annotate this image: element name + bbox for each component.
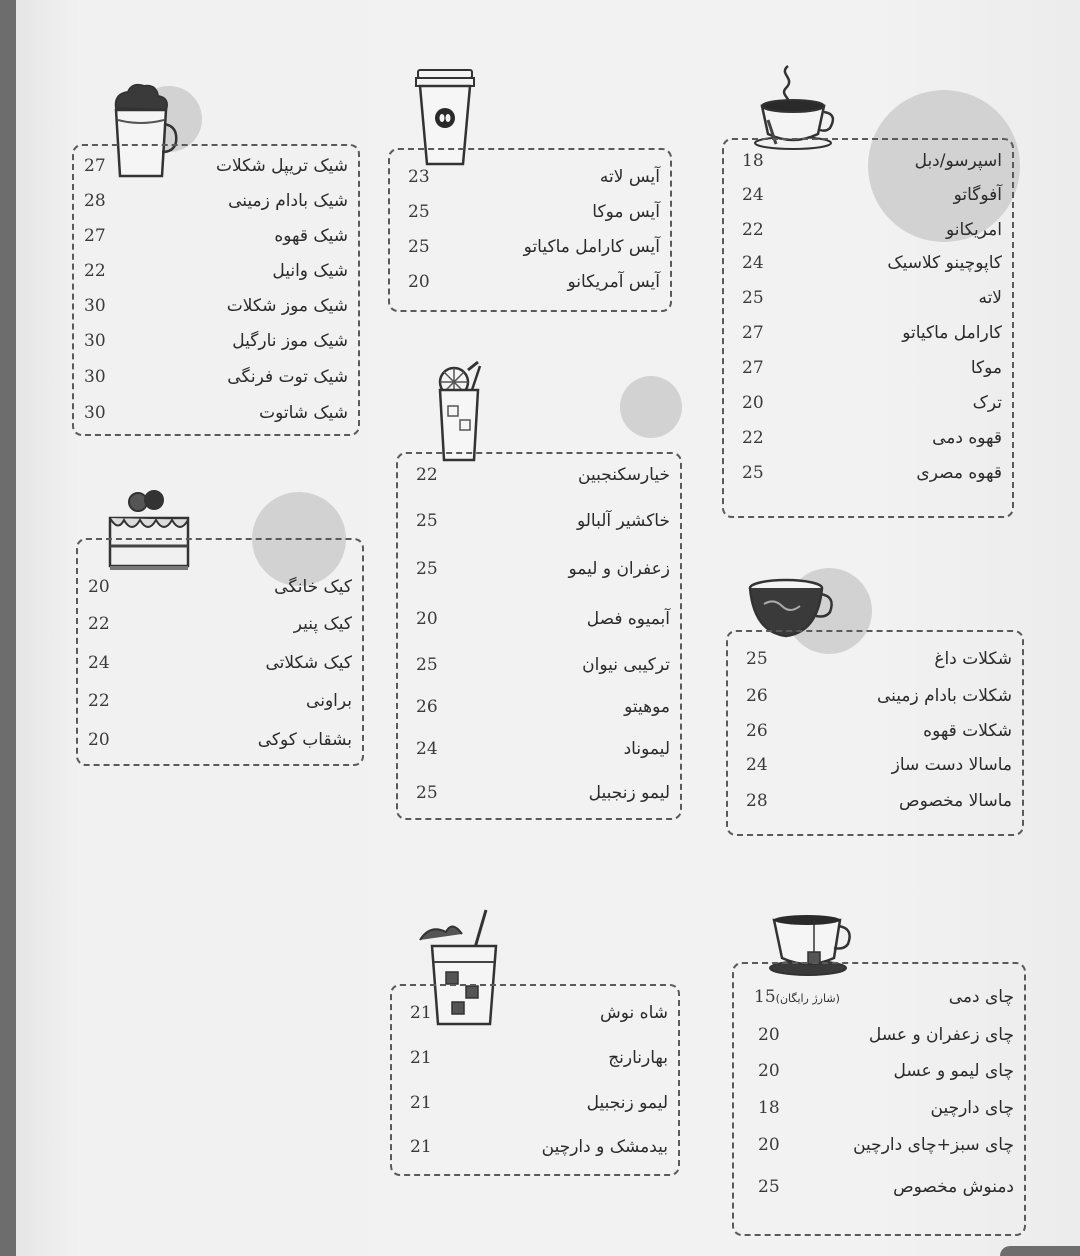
item-name: لاته bbox=[978, 288, 1002, 308]
list-item bbox=[734, 982, 1024, 1012]
list-item bbox=[74, 398, 358, 428]
item-name: چای دمی bbox=[948, 987, 1014, 1007]
item-price: 22 bbox=[88, 691, 110, 711]
decorative-circle bbox=[620, 376, 682, 438]
item-price: 25 bbox=[408, 202, 430, 222]
item-price: 25 bbox=[416, 559, 438, 579]
item-price: 22 bbox=[88, 614, 110, 634]
list-item bbox=[724, 248, 1012, 278]
item-name: زعفران و لیمو bbox=[568, 559, 670, 579]
item-price: 25 bbox=[742, 463, 764, 483]
item-price: 28 bbox=[84, 191, 106, 211]
item-name: قهوه مصری bbox=[916, 463, 1002, 483]
item-name: شیک توت فرنگی bbox=[227, 367, 348, 387]
item-name: چای دارچین bbox=[930, 1098, 1014, 1118]
list-item bbox=[398, 460, 680, 490]
list-item bbox=[734, 1093, 1024, 1123]
free-refill-note: (شارژ رایگان) bbox=[775, 992, 840, 1005]
item-name: کارامل ماکیاتو bbox=[902, 323, 1002, 343]
item-price: 26 bbox=[746, 686, 768, 706]
price-box bbox=[732, 962, 1026, 1236]
price-box bbox=[726, 630, 1024, 836]
item-name: بیدمشک و دارچین bbox=[541, 1137, 668, 1157]
item-name: آبمیوه فصل bbox=[586, 609, 670, 629]
price-box bbox=[76, 538, 364, 766]
list-item bbox=[728, 786, 1022, 816]
list-item bbox=[78, 725, 362, 755]
list-item bbox=[74, 221, 358, 251]
list-item bbox=[390, 267, 670, 297]
list-item bbox=[78, 609, 362, 639]
item-price: 25 bbox=[408, 237, 430, 257]
item-price: 25 bbox=[746, 649, 768, 669]
item-price: 27 bbox=[84, 226, 106, 246]
item-name: ماسالا دست ساز bbox=[891, 755, 1012, 775]
item-name: خاکشیر آلبالو bbox=[576, 511, 670, 531]
item-name: شیک شاتوت bbox=[259, 403, 348, 423]
item-price: 20 bbox=[758, 1135, 780, 1155]
item-price: 26 bbox=[416, 697, 438, 717]
price-box bbox=[388, 148, 672, 312]
item-name: آیس آمریکانو bbox=[567, 272, 660, 292]
item-name: موهیتو bbox=[624, 697, 670, 717]
list-item bbox=[724, 215, 1012, 245]
list-item bbox=[398, 734, 680, 764]
item-name: ترکیبی نیوان bbox=[582, 655, 670, 675]
item-name: خیارسکنجبین bbox=[578, 465, 670, 485]
item-name: شیک تریپل شکلات bbox=[215, 156, 348, 176]
item-name: کیک شکلاتی bbox=[265, 653, 352, 673]
list-item bbox=[74, 291, 358, 321]
item-name: شیک قهوه bbox=[274, 226, 348, 246]
list-item bbox=[398, 506, 680, 536]
price-box bbox=[72, 144, 360, 436]
item-name: بهارنارنج bbox=[608, 1048, 668, 1068]
item-price: 21 bbox=[410, 1048, 432, 1068]
item-name: شکلات قهوه bbox=[923, 721, 1012, 741]
list-item bbox=[74, 186, 358, 216]
item-price: 20 bbox=[758, 1025, 780, 1045]
item-price: 24 bbox=[742, 253, 764, 273]
item-name: دمنوش مخصوص bbox=[893, 1177, 1014, 1197]
list-item bbox=[78, 686, 362, 716]
list-item bbox=[78, 572, 362, 602]
list-item bbox=[724, 353, 1012, 383]
list-item bbox=[724, 318, 1012, 348]
item-name: قهوه دمی bbox=[932, 428, 1002, 448]
list-item bbox=[398, 692, 680, 722]
item-name: شیک موز شکلات bbox=[226, 296, 348, 316]
list-item bbox=[392, 1043, 678, 1073]
list-item bbox=[390, 232, 670, 262]
item-name: کیک خانگی bbox=[274, 577, 352, 597]
price-box bbox=[396, 452, 682, 820]
list-item bbox=[728, 644, 1022, 674]
item-price: 21 bbox=[410, 1137, 432, 1157]
list-item bbox=[724, 283, 1012, 313]
item-price: 20 bbox=[88, 730, 110, 750]
item-name: لیمو زنجبیل bbox=[588, 783, 670, 803]
item-price: 24 bbox=[416, 739, 438, 759]
item-name: چای سبز+چای دارچین bbox=[853, 1135, 1014, 1155]
item-name: چای زعفران و عسل bbox=[868, 1025, 1014, 1045]
list-item bbox=[728, 716, 1022, 746]
list-item bbox=[398, 604, 680, 634]
item-price bbox=[754, 982, 844, 1014]
item-name: شکلات داغ bbox=[934, 649, 1012, 669]
list-item bbox=[74, 362, 358, 392]
item-name: آیس کارامل ماکیاتو bbox=[523, 237, 660, 257]
item-name: امریکانو bbox=[945, 220, 1002, 240]
item-price: 24 bbox=[746, 755, 768, 775]
item-price: 25 bbox=[758, 1177, 780, 1197]
list-item bbox=[724, 388, 1012, 418]
item-name: آیس لاته bbox=[599, 167, 660, 187]
item-name: شیک موز نارگیل bbox=[232, 331, 348, 351]
list-item bbox=[724, 180, 1012, 210]
list-item bbox=[74, 256, 358, 286]
item-price: 23 bbox=[408, 167, 430, 187]
item-price: 20 bbox=[742, 393, 764, 413]
item-price: 20 bbox=[416, 609, 438, 629]
list-item bbox=[392, 998, 678, 1028]
list-item bbox=[734, 1130, 1024, 1160]
item-price: 24 bbox=[742, 185, 764, 205]
item-price: 28 bbox=[746, 791, 768, 811]
item-name: کیک پنیر bbox=[293, 614, 352, 634]
item-price: 27 bbox=[742, 358, 764, 378]
price-box bbox=[390, 984, 680, 1176]
menu-page bbox=[16, 0, 1080, 1256]
item-name: شکلات بادام زمینی bbox=[876, 686, 1012, 706]
list-item bbox=[398, 650, 680, 680]
item-name: شیک وانیل bbox=[272, 261, 348, 281]
list-item bbox=[724, 146, 1012, 176]
item-price: 30 bbox=[84, 296, 106, 316]
item-price: 20 bbox=[88, 577, 110, 597]
item-price: 18 bbox=[742, 151, 764, 171]
item-price: 20 bbox=[758, 1061, 780, 1081]
item-name: آیس موکا bbox=[592, 202, 660, 222]
item-name: شاه نوش bbox=[600, 1003, 668, 1023]
item-name: لیموناد bbox=[623, 739, 670, 759]
item-price: 25 bbox=[416, 783, 438, 803]
item-name: آفوگاتو bbox=[953, 185, 1002, 205]
page-edge bbox=[1000, 1246, 1080, 1256]
price-box bbox=[722, 138, 1014, 518]
list-item bbox=[398, 778, 680, 808]
list-item bbox=[78, 648, 362, 678]
item-name: چای لیمو و عسل bbox=[893, 1061, 1014, 1081]
item-price: 21 bbox=[410, 1003, 432, 1023]
item-name: کاپوچینو کلاسیک bbox=[887, 253, 1002, 273]
list-item bbox=[74, 151, 358, 181]
item-price: 18 bbox=[758, 1098, 780, 1118]
list-item bbox=[724, 458, 1012, 488]
iced-glass-icon bbox=[418, 360, 494, 464]
item-price: 22 bbox=[416, 465, 438, 485]
item-price: 30 bbox=[84, 403, 106, 423]
item-name: شیک بادام زمینی bbox=[228, 191, 348, 211]
item-name: لیمو زنجبیل bbox=[586, 1093, 668, 1113]
item-name: اسپرسو/دبل bbox=[914, 151, 1002, 171]
item-price: 20 bbox=[408, 272, 430, 292]
list-item bbox=[734, 1020, 1024, 1050]
list-item bbox=[392, 1088, 678, 1118]
item-name: ترک bbox=[972, 393, 1002, 413]
list-item bbox=[724, 423, 1012, 453]
item-price: 26 bbox=[746, 721, 768, 741]
item-price: 25 bbox=[742, 288, 764, 308]
item-price: 25 bbox=[416, 511, 438, 531]
item-name: ماسالا مخصوص bbox=[899, 791, 1012, 811]
item-name: بشقاب کوکی bbox=[257, 730, 352, 750]
item-price: 21 bbox=[410, 1093, 432, 1113]
item-price: 25 bbox=[416, 655, 438, 675]
list-item bbox=[398, 554, 680, 584]
item-price: 22 bbox=[742, 220, 764, 240]
list-item bbox=[734, 1172, 1024, 1202]
item-name: براونی bbox=[306, 691, 352, 711]
list-item bbox=[728, 750, 1022, 780]
list-item bbox=[74, 326, 358, 356]
list-item bbox=[392, 1132, 678, 1162]
item-price: 24 bbox=[88, 653, 110, 673]
item-price: 27 bbox=[742, 323, 764, 343]
item-price-value: 15 bbox=[754, 987, 776, 1007]
list-item bbox=[728, 681, 1022, 711]
item-price: 22 bbox=[84, 261, 106, 281]
list-item bbox=[390, 162, 670, 192]
item-price: 22 bbox=[742, 428, 764, 448]
item-name: موکا bbox=[970, 358, 1002, 378]
list-item bbox=[390, 197, 670, 227]
item-price: 30 bbox=[84, 331, 106, 351]
item-price: 30 bbox=[84, 367, 106, 387]
list-item bbox=[734, 1056, 1024, 1086]
item-price: 27 bbox=[84, 156, 106, 176]
